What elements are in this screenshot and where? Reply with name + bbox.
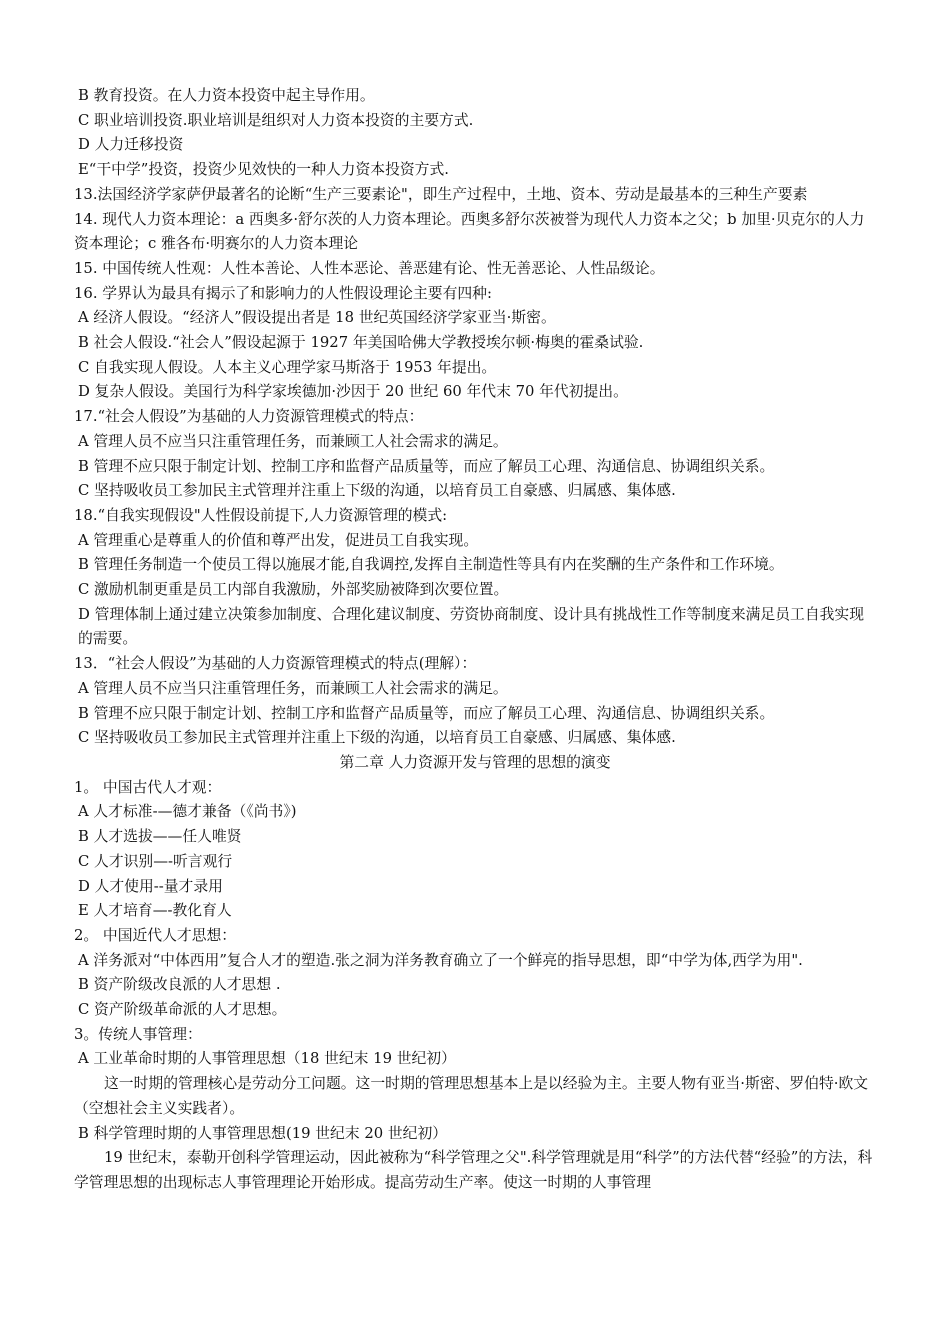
item-line: 3。传统人事管理： bbox=[74, 1025, 202, 1043]
option-line: A 管理重心是尊重人的价值和尊严出发，促进员工自我实现。 bbox=[78, 531, 479, 549]
item-line: 1。 中国古代人才观： bbox=[74, 778, 222, 796]
item-line: 13.法国经济学家萨伊最著名的论断“生产三要素论"，即生产过程中，土地、资本、劳动是最基本的三种生产要素 bbox=[74, 185, 808, 203]
option-line: A 管理人员不应当只注重管理任务，而兼顾工人社会需求的满足。 bbox=[78, 432, 508, 450]
option-line: C 坚持吸收员工参加民主式管理并注重上下级的沟通，以培育员工自豪感、归属感、集体感. bbox=[78, 482, 676, 500]
chapter-heading: 第二章 人力资源开发与管理的思想的演变 bbox=[339, 753, 611, 771]
item-line: 13．“社会人假设”为基础的人力资源管理模式的特点(理解）： bbox=[74, 655, 477, 673]
option-line: C 激励机制更重是员工内部自我激励，外部奖励被降到次要位置。 bbox=[78, 581, 509, 599]
option-line: C 坚持吸收员工参加民主式管理并注重上下级的沟通，以培育员工自豪感、归属感、集体感. bbox=[78, 729, 676, 747]
option-line: B 管理不应只限于制定计划、控制工序和监督产品质量等，而应了解员工心理、沟通信息、协调组织关系。 bbox=[78, 457, 775, 475]
item-line: 18.“自我实现假设"人性假设前提下,人力资源管理的模式: bbox=[74, 506, 448, 524]
option-line: B 科学管理时期的人事管理思想(19 世纪末 20 世纪初） bbox=[78, 1124, 448, 1142]
item-line: 16. 学界认为最具有揭示了和影响力的人性假设理论主要有四种: bbox=[74, 284, 492, 302]
option-line: B 管理不应只限于制定计划、控制工序和监督产品质量等，而应了解员工心理、沟通信息、协调组织关系。 bbox=[78, 704, 775, 722]
option-line: C 职业培训投资.职业培训是组织对人力资本投资的主要方式. bbox=[78, 111, 474, 129]
item-line: 14. 现代人力资本理论：a 西奥多·舒尔茨的人力资本理论。西奥多舒尔茨被誉为现代人力资本之父；b 加里·贝克尔的人力资本理论；c 雅各布·明赛尔的人力资本理论 bbox=[74, 210, 865, 253]
option-line: C 资产阶级革命派的人才思想。 bbox=[78, 1001, 287, 1019]
option-line: B 管理任务制造一个使员工得以施展才能,自我调控,发挥自主制造性等具有内在奖酬的生产条件和工作环境。 bbox=[78, 556, 784, 574]
option-line: A 人才标准-—德才兼备（《尚书》) bbox=[78, 803, 297, 821]
option-line: B 教育投资。在人力资本投资中起主导作用。 bbox=[78, 87, 375, 104]
option-line: B 人才选拔——任人唯贤 bbox=[78, 828, 242, 846]
option-line: D 复杂人假设。美国行为科学家埃德加·沙因于 20 世纪 60 年代末 70 年代初提出。 bbox=[78, 383, 628, 401]
option-line: D 人力迁移投资 bbox=[78, 136, 184, 154]
option-line: A 工业革命时期的人事管理思想（18 世纪末 19 世纪初） bbox=[78, 1050, 456, 1068]
paragraph-line: 这一时期的管理核心是劳动分工问题。这一时期的管理思想基本上是以经验为主。主要人物有亚当·斯密、罗伯特·欧文（空想社会主义实践者）。 bbox=[74, 1075, 869, 1117]
item-line: 2。 中国近代人才思想： bbox=[74, 926, 237, 944]
option-line: A 管理人员不应当只注重管理任务，而兼顾工人社会需求的满足。 bbox=[78, 679, 508, 697]
option-line: C 人才识别—-听言观行 bbox=[78, 852, 233, 870]
option-line: D 人才使用--量才录用 bbox=[78, 877, 223, 895]
paragraph-line: 19 世纪末，泰勒开创科学管理运动，因此被称为“科学管理之父".科学管理就是用“科学”的方法代替“经验”的方法，科学管理思想的出现标志人事管理理论开始形成。提高劳动生产率。使这一时期的人事管理 bbox=[74, 1149, 873, 1191]
option-line: A 经济人假设。“经济人”假设提出者是 18 世纪英国经济学家亚当·斯密。 bbox=[78, 309, 556, 327]
option-line: A 洋务派对“中体西用”复合人才的塑造.张之洞为洋务教育确立了一个鲜亮的指导思想，即“中学为体,西学为用". bbox=[78, 951, 803, 969]
item-line: 17.“社会人假设”为基础的人力资源管理模式的特点： bbox=[74, 408, 424, 426]
option-line: B 资产阶级改良派的人才思想 . bbox=[78, 976, 281, 994]
option-line: B 社会人假设.“社会人”假设起源于 1927 年美国哈佛大学教授埃尔顿·梅奥的霍桑试验. bbox=[78, 334, 644, 352]
option-line: E 人才培育—-教化育人 bbox=[78, 902, 232, 920]
item-line: 15. 中国传统人性观：人性本善论、人性本恶论、善恶建有论、性无善恶论、人性品级论。 bbox=[74, 259, 665, 277]
option-line: C 自我实现人假设。人本主义心理学家马斯洛于 1953 年提出。 bbox=[78, 358, 497, 376]
option-line: D 管理体制上通过建立决策参加制度、合理化建议制度、劳资协商制度、设计具有挑战性工作等制度来满足员工自我实现的需要。 bbox=[78, 605, 865, 648]
option-line: E“干中学”投资，投资少见效快的一种人力资本投资方式. bbox=[78, 161, 449, 179]
